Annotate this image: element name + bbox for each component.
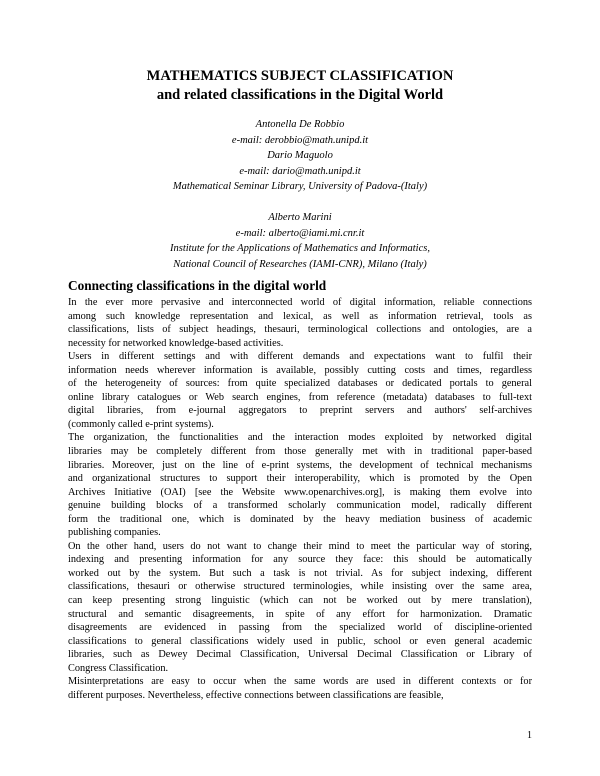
body-line: indexing and presenting information for any source they face: this should be automatically <box>68 554 532 566</box>
body-line: classifications to general classifications widely used in public, school or even general academic <box>68 635 532 647</box>
paper-title-line-1: MATHEMATICS SUBJECT CLASSIFICATION <box>146 68 454 84</box>
page-number: 1 <box>527 730 532 741</box>
paper-title-line-2: and related classifications in the Digital World <box>156 87 444 103</box>
body-line: can keep presenting strong linguistic (which can not be worked out by mere translation), <box>68 595 532 607</box>
author-name: Dario Maguolo <box>267 150 333 161</box>
author-email: e-mail: dario@math.unipd.it <box>239 165 361 177</box>
body-line: and organizational structures to support their interoperability, which is promoted by the Open <box>68 473 532 485</box>
body-line: classifications, lists of subject headings, thesauri, terminological collections and ontologies, are a <box>68 324 532 336</box>
body-line: (commonly called e-print systems). <box>68 418 214 430</box>
body-line: libraries, such as Dewey Decimal Classification, Universal Decimal Classification or Library of <box>68 649 532 661</box>
body-text <box>68 296 532 702</box>
author-block <box>0 117 600 272</box>
body-line: libraries may be completely different from those generally met with in traditional paper-based <box>68 446 532 458</box>
body-line: online library catalogues or Web search engines, from reference (metadata) databases to full-text <box>68 391 532 403</box>
author-email: e-mail: alberto@iami.mi.cnr.it <box>235 227 365 239</box>
body-line: worked out by the system. But such a task is not trivial. As for subject indexing, different <box>68 567 532 579</box>
body-line: genuine building blocks of a transformed scholarly communication model, radically different <box>68 500 532 512</box>
author-name: Alberto Marini <box>268 212 332 223</box>
body-line: Archives Initiative (OAI) [see the Website www.openarchives.org], is making them evolve into <box>68 486 532 498</box>
body-line: form the traditional one, which is dominated by the heavy mediation business of academic <box>68 513 532 525</box>
body-line: libraries. Moreover, just on the line of e-print systems, the development of technical mechanisms <box>68 459 532 471</box>
author-affiliation: Mathematical Seminar Library, University of Padova-(Italy) <box>172 181 428 192</box>
author-name: Antonella De Robbio <box>255 119 345 130</box>
author-spacer <box>0 195 600 211</box>
body-line: digital libraries, from e-journal aggregators to preprint servers and authors' self-archives <box>68 405 532 417</box>
body-line: Misinterpretations are easy to occur when the same words are used in different contexts or for <box>68 676 532 688</box>
body-line: disagreements are evidenced in passing from the specialized world of discipline-oriented <box>68 622 532 634</box>
body-line: among such knowledge representation and lexical, as well as information retrieval, tools as <box>68 310 532 322</box>
section-heading: Connecting classifications in the digital world <box>68 278 327 293</box>
body-line: necessity for networked knowledge-based activities. <box>68 337 284 349</box>
body-line: of the heterogeneity of sources: from quite specialized databases or dedicated portals to general <box>68 378 532 390</box>
body-line: different purposes. Nevertheless, effective connections between classifications are feasible, <box>68 689 444 701</box>
body-line: Users in different settings and with different demands and expectations want to fulfil their <box>68 351 532 363</box>
body-line: In the ever more pervasive and interconnected world of digital information, reliable connections <box>68 297 532 308</box>
body-line: Congress Classification. <box>68 662 169 674</box>
body-line: information needs wherever information is available, possibly cutting costs and times, regardless <box>68 364 532 376</box>
body-line: publishing companies. <box>68 527 161 539</box>
author-email: e-mail: derobbio@math.unipd.it <box>231 134 369 146</box>
author-affiliation: National Council of Researches (IAMI-CNR), Milano (Italy) <box>173 258 427 270</box>
body-line: structural and semantic disagreements, in spite of any effort for harmonization. Dramatic <box>68 608 532 620</box>
body-line: classifications, thesauri or otherwise structured terminologies, while insisting over the same area, <box>68 581 532 593</box>
body-line: The organization, the functionalities and the interaction modes exploited by networked digital <box>68 432 532 444</box>
body-line: On the other hand, users do not want to change their mind to meet the particular way of storing, <box>68 540 532 552</box>
author-affiliation: Institute for the Applications of Mathematics and Informatics, <box>170 243 430 254</box>
